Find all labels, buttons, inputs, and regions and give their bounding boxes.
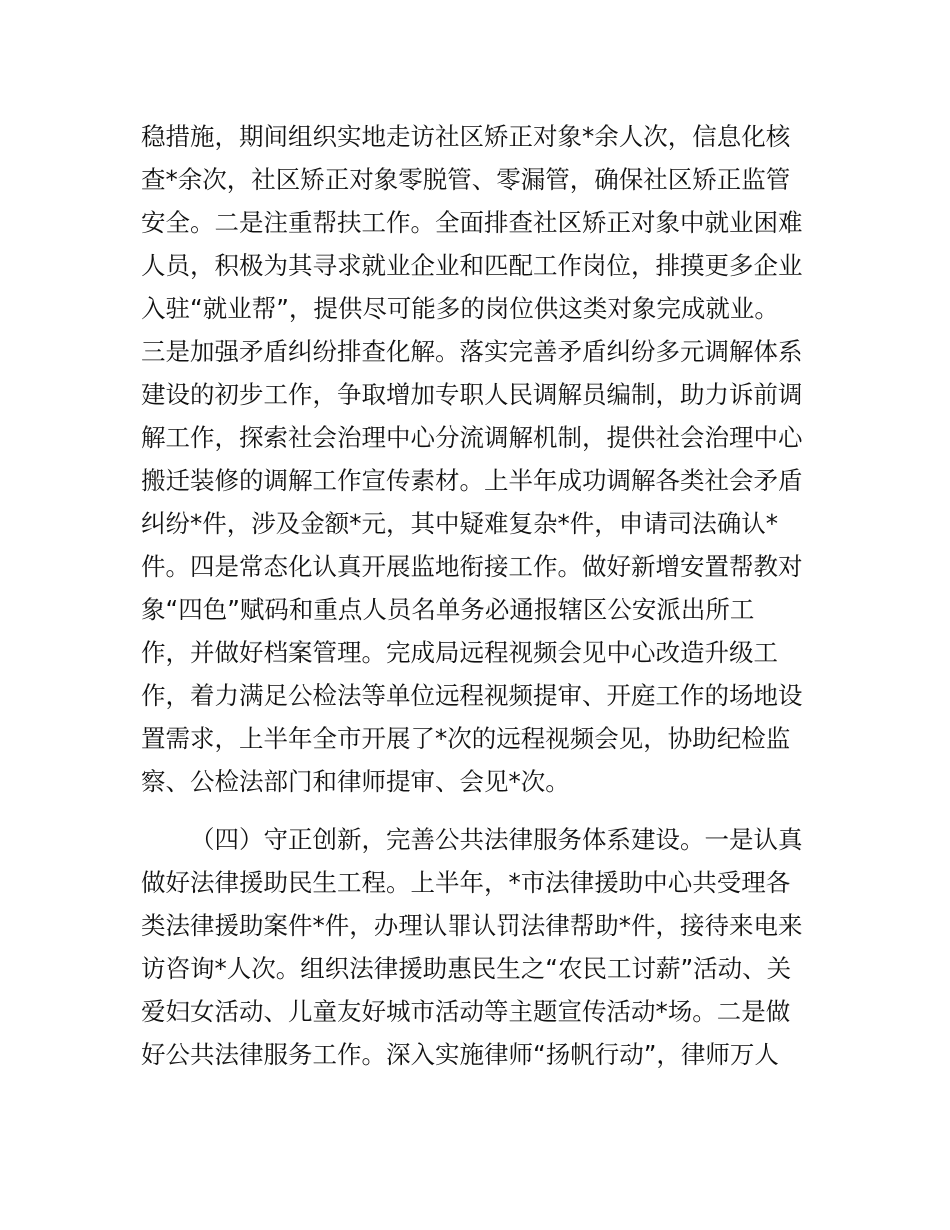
text-line: 好公共法律服务工作。深入实施律师“扬帆行动”，律师万人 xyxy=(141,1040,779,1069)
text-line: 人员，积极为其寻求就业企业和匹配工作岗位，排摸更多企业 xyxy=(141,251,803,280)
text-line: 察、公检法部门和律师提审、会见*次。 xyxy=(141,767,570,796)
text-line: 置需求，上半年全市开展了*次的远程视频会见，协助纪检监 xyxy=(141,724,791,753)
text-line: 三是加强矛盾纠纷排查化解。落实完善矛盾纠纷多元调解体系 xyxy=(141,337,803,366)
text-line: 访咨询*人次。组织法律援助惠民生之“农民工讨薪”活动、关 xyxy=(141,954,792,983)
text-line: 象“四色”赋码和重点人员名单务必通报辖区公安派出所工 xyxy=(141,595,755,624)
text-line: 解工作，探索社会治理中心分流调解机制，提供社会治理中心 xyxy=(141,423,803,452)
text-line: 爱妇女活动、儿童友好城市活动等主题宣传活动*场。二是做 xyxy=(141,997,791,1026)
text-line: 搬迁装修的调解工作宣传素材。上半年成功调解各类社会矛盾 xyxy=(141,466,803,495)
text-line: 做好法律援助民生工程。上半年，*市法律援助中心共受理各 xyxy=(141,868,791,897)
text-line: （四）守正创新，完善公共法律服务体系建设。一是认真 xyxy=(190,825,803,854)
text-line: 类法律援助案件*件，办理认罪认罚法律帮助*件，接待来电来 xyxy=(141,911,803,940)
text-line: 作，并做好档案管理。完成局远程视频会见中心改造升级工 xyxy=(141,638,778,667)
text-line: 查*余次，社区矫正对象零脱管、零漏管，确保社区矫正监管 xyxy=(141,165,791,194)
text-line: 件。四是常态化认真开展监地衔接工作。做好新增安置帮教对 xyxy=(141,552,803,581)
text-line: 稳措施，期间组织实地走访社区矫正对象*余人次，信息化核 xyxy=(141,122,791,151)
text-line: 安全。二是注重帮扶工作。全面排查社区矫正对象中就业困难 xyxy=(141,208,803,237)
text-line: 纠纷*件，涉及金额*元，其中疑难复杂*件，申请司法确认* xyxy=(141,509,778,538)
text-line: 入驻“就业帮”，提供尽可能多的岗位供这类对象完成就业。 xyxy=(141,294,779,323)
text-line: 作，着力满足公检法等单位远程视频提审、开庭工作的场地设 xyxy=(141,681,803,710)
text-line: 建设的初步工作，争取增加专职人民调解员编制，助力诉前调 xyxy=(141,380,803,409)
